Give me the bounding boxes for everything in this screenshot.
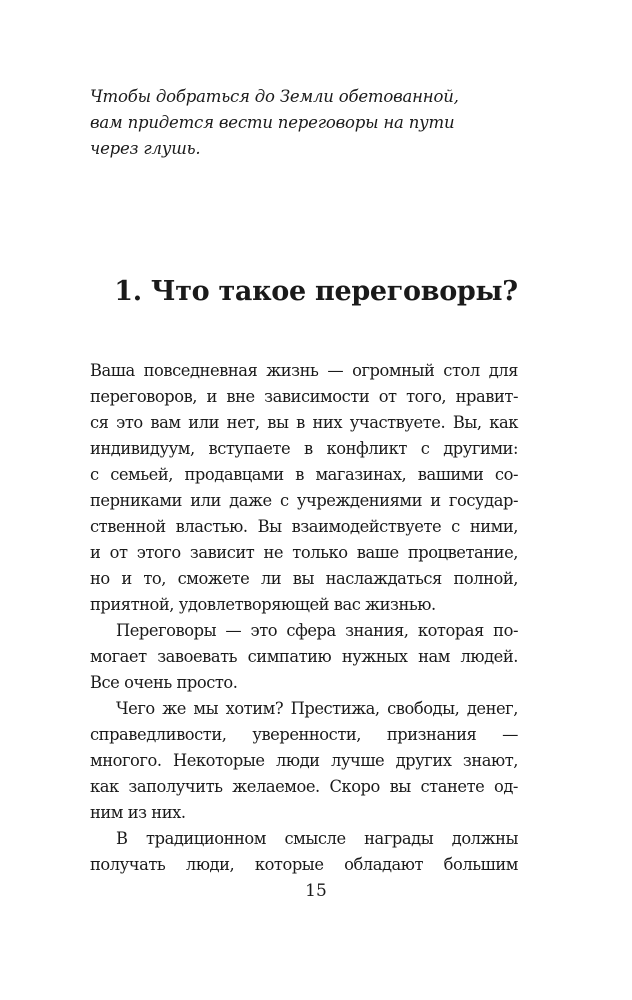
text-line: ся это вам или нет, вы в них участвуете. Вы, как bbox=[90, 413, 518, 432]
epigraph-line: через глушь. bbox=[90, 139, 201, 158]
text-line: Все очень просто. bbox=[90, 673, 238, 692]
text-line: и от этого зависит не только ваше процветание, bbox=[90, 543, 518, 562]
text-line: могает завоевать симпатию нужных нам людей. bbox=[90, 647, 518, 666]
text-line: Чего же мы хотим? Престижа, свободы, денег, bbox=[116, 699, 518, 718]
epigraph-line: Чтобы добраться до Земли обетованной, bbox=[90, 87, 459, 106]
body-text bbox=[90, 358, 518, 878]
text-line: Переговоры — это сфера знания, которая по- bbox=[116, 621, 518, 640]
text-line: многого. Некоторые люди лучше других знают, bbox=[90, 751, 518, 770]
text-line: ственной властью. Вы взаимодействуете с ними, bbox=[90, 517, 518, 536]
epigraph bbox=[90, 84, 510, 162]
text-line: приятной, удовлетворяющей вас жизнью. bbox=[90, 595, 436, 614]
text-line: ним из них. bbox=[90, 803, 186, 822]
chapter-title: 1. Что такое переговоры? bbox=[114, 276, 518, 307]
text-line: справедливости, уверенности, признания — bbox=[90, 725, 518, 744]
text-line: индивидуум, вступаете в конфликт с другими: bbox=[90, 439, 518, 458]
text-line: получать люди, которые обладают большим bbox=[90, 855, 518, 874]
text-line: но и то, сможете ли вы наслаждаться полной, bbox=[90, 569, 518, 588]
text-line: как заполучить желаемое. Скоро вы станете од- bbox=[90, 777, 518, 796]
text-line: переговоров, и вне зависимости от того, нравит- bbox=[90, 387, 518, 406]
text-line: Ваша повседневная жизнь — огромный стол для bbox=[90, 361, 518, 380]
epigraph-line: вам придется вести переговоры на пути bbox=[90, 113, 455, 132]
text-line: с семьей, продавцами в магазинах, вашими со- bbox=[90, 465, 518, 484]
text-line: перниками или даже с учреждениями и государ- bbox=[90, 491, 518, 510]
text-line: В традиционном смысле награды должны bbox=[116, 829, 518, 848]
page-number: 15 bbox=[305, 881, 327, 901]
